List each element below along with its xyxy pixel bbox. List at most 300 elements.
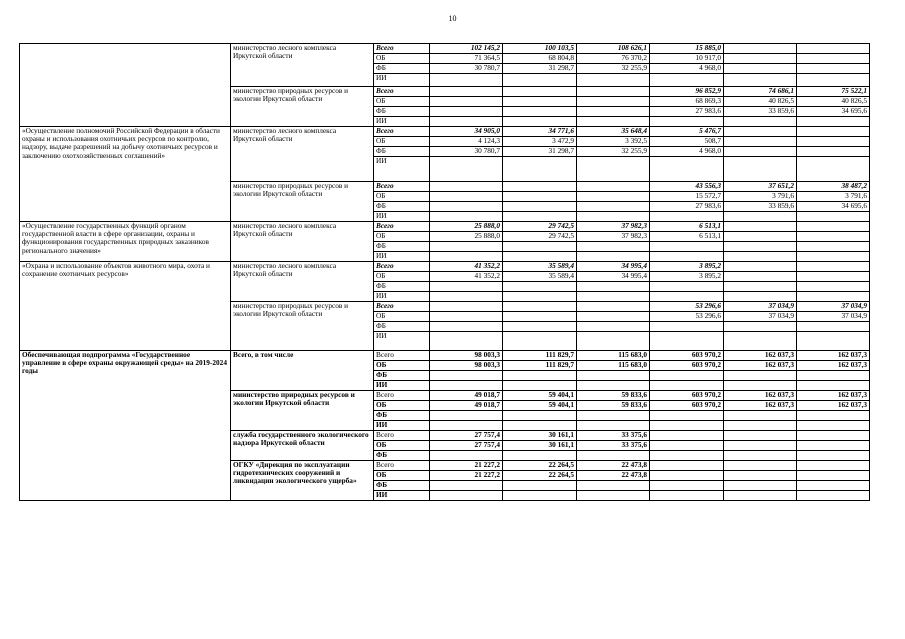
amount-cell: 603 970,2 — [650, 361, 724, 371]
amount-cell — [797, 371, 870, 381]
amount-cell: 10 917,0 — [650, 54, 724, 64]
amount-cell — [503, 157, 577, 182]
amount-cell: 37 982,3 — [577, 232, 650, 242]
amount-cell: 27 983,6 — [650, 202, 724, 212]
amount-cell — [503, 87, 577, 97]
amount-cell — [577, 242, 650, 252]
amount-cell — [503, 182, 577, 192]
amount-cell — [503, 451, 577, 461]
amount-cell — [577, 322, 650, 332]
amount-cell: 75 522,1 — [797, 87, 870, 97]
amount-cell — [724, 232, 797, 242]
amount-cell — [797, 147, 870, 157]
executor-cell: министерство лесного комплекса Иркутской области — [231, 44, 374, 87]
funding-source-cell: ИИ — [374, 74, 430, 87]
amount-cell — [577, 481, 650, 491]
amount-cell — [430, 481, 503, 491]
funding-source-cell: ИИ — [374, 252, 430, 262]
amount-cell — [650, 74, 724, 87]
amount-cell — [797, 461, 870, 471]
amount-cell — [797, 332, 870, 351]
amount-cell — [577, 107, 650, 117]
funding-source-cell: Всего — [374, 44, 430, 54]
amount-cell — [797, 431, 870, 441]
event-name-cell — [20, 44, 231, 127]
amount-cell — [503, 332, 577, 351]
amount-cell: 37 034,9 — [797, 302, 870, 312]
table-row — [20, 44, 870, 54]
amount-cell — [503, 322, 577, 332]
amount-cell — [724, 252, 797, 262]
amount-cell — [430, 421, 503, 431]
amount-cell: 27 983,6 — [650, 107, 724, 117]
funding-source-cell: ФБ — [374, 451, 430, 461]
amount-cell: 162 037,3 — [724, 401, 797, 411]
executor-cell: министерство лесного комплекса Иркутской области — [231, 262, 374, 302]
amount-cell — [650, 411, 724, 421]
amount-cell — [724, 44, 797, 54]
funding-source-cell: ФБ — [374, 242, 430, 252]
funding-source-cell: ФБ — [374, 371, 430, 381]
amount-cell — [724, 451, 797, 461]
amount-cell: 37 982,3 — [577, 222, 650, 232]
amount-cell — [503, 491, 577, 501]
amount-cell — [430, 491, 503, 501]
amount-cell: 29 742,5 — [503, 232, 577, 242]
amount-cell: 34 905,0 — [430, 127, 503, 137]
amount-cell — [724, 371, 797, 381]
amount-cell — [724, 471, 797, 481]
amount-cell — [650, 491, 724, 501]
funding-source-cell: ИИ — [374, 421, 430, 431]
amount-cell — [430, 74, 503, 87]
amount-cell — [724, 127, 797, 137]
amount-cell — [577, 292, 650, 302]
amount-cell — [797, 64, 870, 74]
amount-cell: 33 859,6 — [724, 107, 797, 117]
amount-cell — [650, 441, 724, 451]
funding-source-cell: ИИ — [374, 212, 430, 222]
amount-cell — [724, 381, 797, 391]
amount-cell: 35 589,4 — [503, 272, 577, 282]
funding-source-cell: ОБ — [374, 361, 430, 371]
amount-cell — [577, 192, 650, 202]
amount-cell — [650, 421, 724, 431]
event-name-cell: «Осуществление государственных функций органом государственной власти в сфере организации, охраны и функционирования государственных природных заказников регионального значения» — [20, 222, 231, 262]
amount-cell: 34 695,6 — [797, 107, 870, 117]
amount-cell: 4 968,0 — [650, 147, 724, 157]
amount-cell: 3 895,2 — [650, 262, 724, 272]
amount-cell: 108 626,1 — [577, 44, 650, 54]
funding-source-cell: ИИ — [374, 332, 430, 351]
amount-cell: 22 264,5 — [503, 461, 577, 471]
amount-cell: 603 970,2 — [650, 401, 724, 411]
funding-source-cell: Всего — [374, 182, 430, 192]
funding-source-cell: ФБ — [374, 202, 430, 212]
amount-cell — [650, 242, 724, 252]
amount-cell — [797, 471, 870, 481]
amount-cell: 115 683,0 — [577, 361, 650, 371]
amount-cell — [430, 292, 503, 302]
amount-cell — [503, 371, 577, 381]
amount-cell — [797, 242, 870, 252]
amount-cell: 74 686,1 — [724, 87, 797, 97]
amount-cell: 30 780,7 — [430, 147, 503, 157]
amount-cell — [650, 461, 724, 471]
amount-cell — [577, 381, 650, 391]
amount-cell — [797, 272, 870, 282]
amount-cell — [503, 292, 577, 302]
amount-cell — [430, 182, 503, 192]
amount-cell: 33 375,6 — [577, 431, 650, 441]
funding-source-cell: ОБ — [374, 192, 430, 202]
amount-cell — [650, 252, 724, 262]
funding-source-cell: ИИ — [374, 292, 430, 302]
amount-cell: 33 859,6 — [724, 202, 797, 212]
event-name-cell: «Осуществление полномочий Российской Федерации в области охраны и использования охотничьих ресурсов по контролю, надзору, выдаче разрешений на добычу охотничьих ресурсов и заключению охотхозяйственных соглашений» — [20, 127, 231, 222]
amount-cell: 162 037,3 — [724, 361, 797, 371]
amount-cell — [724, 242, 797, 252]
amount-cell — [724, 117, 797, 127]
amount-cell: 603 970,2 — [650, 351, 724, 361]
amount-cell — [577, 312, 650, 322]
funding-source-cell: ОБ — [374, 54, 430, 64]
amount-cell — [577, 491, 650, 501]
amount-cell: 98 003,3 — [430, 361, 503, 371]
amount-cell — [577, 117, 650, 127]
amount-cell — [503, 421, 577, 431]
executor-cell: ОГКУ «Дирекция по эксплуатации гидротехнических сооружений и ликвидации экологического ущерба» — [231, 461, 374, 501]
amount-cell: 34 995,4 — [577, 262, 650, 272]
amount-cell: 53 296,6 — [650, 312, 724, 322]
amount-cell — [503, 481, 577, 491]
amount-cell — [724, 332, 797, 351]
amount-cell — [724, 137, 797, 147]
funding-source-cell: Всего — [374, 351, 430, 361]
amount-cell — [797, 54, 870, 64]
funding-source-cell: ФБ — [374, 481, 430, 491]
amount-cell: 41 352,2 — [430, 262, 503, 272]
amount-cell: 59 833,6 — [577, 401, 650, 411]
amount-cell: 100 103,5 — [503, 44, 577, 54]
amount-cell: 38 487,2 — [797, 182, 870, 192]
executor-cell: министерство лесного комплекса Иркутской области — [231, 127, 374, 182]
amount-cell — [724, 322, 797, 332]
amount-cell — [430, 87, 503, 97]
amount-cell: 35 589,4 — [503, 262, 577, 272]
amount-cell: 30 780,7 — [430, 64, 503, 74]
amount-cell: 162 037,3 — [797, 391, 870, 401]
amount-cell — [430, 381, 503, 391]
funding-source-cell: ФБ — [374, 147, 430, 157]
amount-cell: 37 034,9 — [724, 312, 797, 322]
amount-cell: 32 255,9 — [577, 64, 650, 74]
amount-cell — [577, 371, 650, 381]
amount-cell: 31 298,7 — [503, 147, 577, 157]
amount-cell — [724, 262, 797, 272]
executor-cell: министерство природных ресурсов и экологии Иркутской области — [231, 391, 374, 431]
amount-cell: 35 648,4 — [577, 127, 650, 137]
amount-cell: 22 473,8 — [577, 471, 650, 481]
amount-cell — [724, 272, 797, 282]
budget-table — [19, 43, 870, 501]
amount-cell — [724, 292, 797, 302]
amount-cell — [724, 431, 797, 441]
amount-cell — [430, 212, 503, 222]
amount-cell — [577, 451, 650, 461]
amount-cell — [650, 381, 724, 391]
amount-cell: 5 476,7 — [650, 127, 724, 137]
amount-cell — [797, 137, 870, 147]
amount-cell — [724, 491, 797, 501]
amount-cell — [797, 451, 870, 461]
amount-cell — [577, 212, 650, 222]
amount-cell: 3 895,2 — [650, 272, 724, 282]
amount-cell — [503, 97, 577, 107]
amount-cell — [797, 441, 870, 451]
table-row — [20, 351, 870, 361]
amount-cell — [503, 242, 577, 252]
amount-cell: 41 352,2 — [430, 272, 503, 282]
funding-source-cell: Всего — [374, 87, 430, 97]
amount-cell — [430, 97, 503, 107]
amount-cell — [724, 461, 797, 471]
amount-cell — [724, 212, 797, 222]
amount-cell: 162 037,3 — [797, 361, 870, 371]
funding-source-cell: ФБ — [374, 411, 430, 421]
amount-cell — [650, 282, 724, 292]
amount-cell — [430, 322, 503, 332]
funding-source-cell: ИИ — [374, 117, 430, 127]
amount-cell — [430, 252, 503, 262]
funding-source-cell: ФБ — [374, 322, 430, 332]
amount-cell: 40 826,5 — [724, 97, 797, 107]
amount-cell: 27 757,4 — [430, 431, 503, 441]
amount-cell: 49 018,7 — [430, 391, 503, 401]
event-name-cell: Обеспечивающая подпрограмма «Государственное управление в сфере охраны окружающей среды» на 2019-2024 годы — [20, 351, 231, 501]
amount-cell — [797, 212, 870, 222]
amount-cell — [430, 107, 503, 117]
amount-cell — [577, 87, 650, 97]
executor-cell: министерство природных ресурсов и экологии Иркутской области — [231, 87, 374, 127]
amount-cell: 59 833,6 — [577, 391, 650, 401]
amount-cell — [797, 74, 870, 87]
amount-cell: 96 852,9 — [650, 87, 724, 97]
amount-cell — [503, 192, 577, 202]
funding-source-cell: ОБ — [374, 272, 430, 282]
amount-cell — [650, 371, 724, 381]
amount-cell: 22 264,5 — [503, 471, 577, 481]
amount-cell — [430, 282, 503, 292]
amount-cell — [650, 212, 724, 222]
amount-cell — [797, 292, 870, 302]
amount-cell — [577, 252, 650, 262]
amount-cell: 29 742,5 — [503, 222, 577, 232]
amount-cell — [650, 431, 724, 441]
amount-cell: 53 296,6 — [650, 302, 724, 312]
funding-source-cell: Всего — [374, 127, 430, 137]
amount-cell: 37 651,2 — [724, 182, 797, 192]
funding-source-cell: ИИ — [374, 157, 430, 182]
amount-cell — [797, 222, 870, 232]
amount-cell: 59 404,1 — [503, 401, 577, 411]
amount-cell — [430, 242, 503, 252]
amount-cell — [650, 451, 724, 461]
amount-cell — [797, 411, 870, 421]
funding-source-cell: Всего — [374, 461, 430, 471]
funding-source-cell: Всего — [374, 431, 430, 441]
amount-cell — [797, 127, 870, 137]
amount-cell — [650, 481, 724, 491]
amount-cell: 162 037,3 — [797, 351, 870, 361]
amount-cell — [503, 74, 577, 87]
amount-cell — [797, 157, 870, 182]
executor-cell: министерство природных ресурсов и экологии Иркутской области — [231, 182, 374, 222]
amount-cell: 3 472,9 — [503, 137, 577, 147]
table-row — [20, 262, 870, 272]
amount-cell — [430, 312, 503, 322]
amount-cell: 4 124,3 — [430, 137, 503, 147]
amount-cell — [577, 332, 650, 351]
amount-cell: 102 145,2 — [430, 44, 503, 54]
amount-cell: 162 037,3 — [724, 391, 797, 401]
funding-source-cell: Всего — [374, 391, 430, 401]
amount-cell: 22 473,8 — [577, 461, 650, 471]
amount-cell: 27 757,4 — [430, 441, 503, 451]
amount-cell — [797, 117, 870, 127]
funding-source-cell: ОБ — [374, 401, 430, 411]
amount-cell: 30 161,1 — [503, 431, 577, 441]
funding-source-cell: ОБ — [374, 471, 430, 481]
amount-cell — [503, 202, 577, 212]
amount-cell: 6 513,1 — [650, 222, 724, 232]
amount-cell: 59 404,1 — [503, 391, 577, 401]
amount-cell — [797, 282, 870, 292]
amount-cell — [503, 302, 577, 312]
amount-cell: 21 227,2 — [430, 461, 503, 471]
funding-source-cell: ОБ — [374, 232, 430, 242]
amount-cell — [797, 381, 870, 391]
amount-cell — [797, 421, 870, 431]
amount-cell: 603 970,2 — [650, 391, 724, 401]
amount-cell — [430, 371, 503, 381]
funding-source-cell: ИИ — [374, 381, 430, 391]
amount-cell — [724, 481, 797, 491]
amount-cell: 115 683,0 — [577, 351, 650, 361]
amount-cell: 34 995,4 — [577, 272, 650, 282]
amount-cell — [577, 202, 650, 212]
amount-cell — [797, 491, 870, 501]
amount-cell — [650, 322, 724, 332]
amount-cell: 76 370,2 — [577, 54, 650, 64]
amount-cell — [724, 222, 797, 232]
amount-cell — [430, 411, 503, 421]
executor-cell: министерство лесного комплекса Иркутской области — [231, 222, 374, 262]
amount-cell — [577, 97, 650, 107]
amount-cell — [503, 252, 577, 262]
amount-cell — [724, 147, 797, 157]
amount-cell: 15 572,7 — [650, 192, 724, 202]
funding-source-cell: ФБ — [374, 282, 430, 292]
page-number: 10 — [448, 14, 457, 23]
amount-cell — [503, 282, 577, 292]
event-name-cell: «Охрана и использование объектов животного мира, охота и сохранение охотничьих ресурсов» — [20, 262, 231, 351]
amount-cell: 162 037,3 — [724, 351, 797, 361]
funding-source-cell: ФБ — [374, 107, 430, 117]
amount-cell: 34 695,6 — [797, 202, 870, 212]
amount-cell — [430, 117, 503, 127]
amount-cell: 68 804,8 — [503, 54, 577, 64]
amount-cell — [650, 292, 724, 302]
funding-source-cell: ОБ — [374, 137, 430, 147]
amount-cell — [650, 471, 724, 481]
amount-cell — [577, 157, 650, 182]
amount-cell: 3 791,6 — [724, 192, 797, 202]
amount-cell — [797, 481, 870, 491]
funding-source-cell: ОБ — [374, 97, 430, 107]
amount-cell — [724, 411, 797, 421]
amount-cell — [577, 182, 650, 192]
amount-cell — [724, 54, 797, 64]
amount-cell — [577, 74, 650, 87]
amount-cell: 111 829,7 — [503, 351, 577, 361]
amount-cell — [430, 157, 503, 182]
amount-cell: 6 513,1 — [650, 232, 724, 242]
amount-cell — [503, 312, 577, 322]
amount-cell — [724, 64, 797, 74]
amount-cell — [650, 332, 724, 351]
amount-cell: 49 018,7 — [430, 401, 503, 411]
amount-cell — [724, 441, 797, 451]
amount-cell: 98 003,3 — [430, 351, 503, 361]
amount-cell — [797, 252, 870, 262]
amount-cell: 111 829,7 — [503, 361, 577, 371]
amount-cell: 508,7 — [650, 137, 724, 147]
amount-cell — [503, 411, 577, 421]
table-row — [20, 222, 870, 232]
amount-cell: 3 791,6 — [797, 192, 870, 202]
amount-cell — [797, 262, 870, 272]
amount-cell: 34 771,6 — [503, 127, 577, 137]
amount-cell: 21 227,2 — [430, 471, 503, 481]
amount-cell: 68 869,3 — [650, 97, 724, 107]
amount-cell — [503, 212, 577, 222]
amount-cell — [724, 157, 797, 182]
table-row — [20, 127, 870, 137]
funding-source-cell: ОБ — [374, 441, 430, 451]
amount-cell — [797, 232, 870, 242]
funding-source-cell: Всего — [374, 262, 430, 272]
amount-cell — [430, 302, 503, 312]
amount-cell: 43 556,3 — [650, 182, 724, 192]
funding-source-cell: Всего — [374, 302, 430, 312]
amount-cell — [724, 282, 797, 292]
executor-cell: Всего, в том числе — [231, 351, 374, 391]
amount-cell: 31 298,7 — [503, 64, 577, 74]
amount-cell — [577, 421, 650, 431]
funding-source-cell: ФБ — [374, 64, 430, 74]
amount-cell — [577, 302, 650, 312]
amount-cell — [503, 117, 577, 127]
amount-cell — [577, 411, 650, 421]
amount-cell: 162 037,3 — [797, 401, 870, 411]
amount-cell: 71 364,5 — [430, 54, 503, 64]
amount-cell: 40 826,5 — [797, 97, 870, 107]
amount-cell: 33 375,6 — [577, 441, 650, 451]
amount-cell: 37 034,9 — [797, 312, 870, 322]
amount-cell — [650, 157, 724, 182]
amount-cell — [430, 202, 503, 212]
